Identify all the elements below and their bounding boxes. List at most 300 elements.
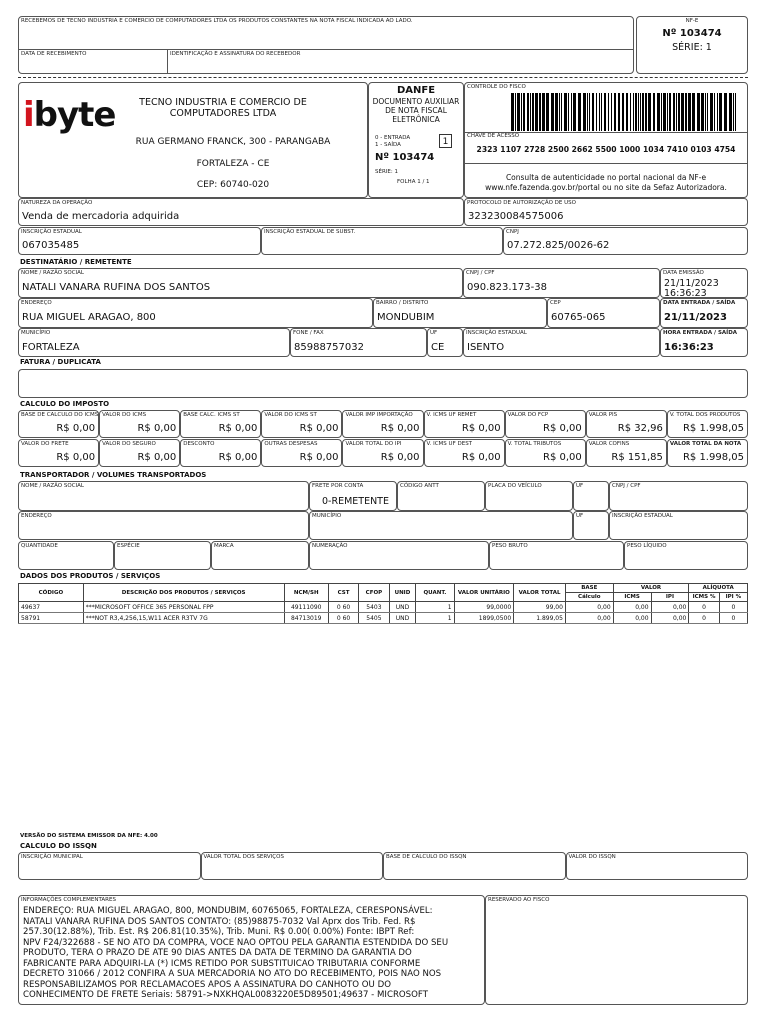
issqn-cell-label: BASE DE CALCULO DO ISSQN bbox=[386, 854, 467, 860]
danfe-serie: SÉRIE: 1 bbox=[375, 169, 398, 175]
carrier-city-label: MUNICÍPIO bbox=[312, 513, 342, 519]
table-row bbox=[19, 613, 748, 624]
tax-cell-value: R$ 0,00 bbox=[137, 423, 177, 434]
table-cell: UND bbox=[389, 602, 416, 613]
danfe-entrada: 0 - ENTRADA bbox=[375, 135, 411, 141]
barcode-bar bbox=[661, 93, 662, 131]
tax-cell-value: R$ 0,00 bbox=[218, 423, 258, 434]
barcode-bar bbox=[717, 93, 718, 131]
barcode-bar bbox=[648, 93, 651, 131]
net-weight-box bbox=[624, 541, 748, 570]
freight-value: 0-REMETENTE bbox=[322, 496, 389, 507]
tax-cell bbox=[586, 439, 667, 467]
carrier-uf-box bbox=[573, 481, 609, 511]
recipient-name-box bbox=[18, 268, 463, 298]
th-group-aliquota: ALÍQUOTA bbox=[689, 584, 748, 593]
barcode-bar bbox=[542, 93, 545, 131]
table-cell: 1.899,05 bbox=[514, 613, 566, 624]
carrier-uf2-box bbox=[573, 511, 609, 540]
additional-info-line: 257.30(12.88%), Trib. Est. R$ 206.81(10.35%), Trib. Muni. R$ 0.00( 0.00%) Fonte: IBPT Ref: bbox=[23, 927, 415, 937]
recipient-name: NATALI VANARA RUFINA DOS SANTOS bbox=[22, 282, 211, 293]
th-group-base: BASE bbox=[565, 584, 613, 593]
recipient-name-label: NOME / RAZÃO SOCIAL bbox=[21, 270, 84, 276]
table-cell: 0,00 bbox=[613, 613, 651, 624]
ie-label: INSCRIÇÃO ESTADUAL bbox=[21, 229, 82, 235]
access-key-label: CHAVE DE ACESSO bbox=[467, 133, 520, 139]
tax-cell-label: BASE DE CALCULO DO ICMS bbox=[21, 412, 99, 418]
barcode-bar bbox=[527, 93, 529, 131]
table-cell: UND bbox=[389, 613, 416, 624]
danfe-subtitle: DOCUMENTO AUXILIAR DE NOTA FISCAL ELETRÔNICA bbox=[372, 97, 460, 124]
table-cell: 58791 bbox=[19, 613, 84, 624]
tax-cell bbox=[586, 410, 667, 438]
table-cell: 0,00 bbox=[565, 613, 613, 624]
carrier-name-box bbox=[18, 481, 309, 511]
barcode-bar bbox=[592, 93, 594, 131]
emission-box bbox=[660, 268, 748, 298]
emission-label: DATA EMISSÃO bbox=[663, 270, 704, 276]
table-cell: ***MICROSOFT OFFICE 365 PERSONAL FPP bbox=[83, 602, 284, 613]
gross-weight-box bbox=[489, 541, 624, 570]
table-cell: 0,00 bbox=[651, 613, 689, 624]
tax-cell bbox=[505, 439, 586, 467]
table-cell: 84713019 bbox=[284, 613, 328, 624]
barcode-bar bbox=[714, 93, 715, 131]
barcode-bar bbox=[555, 93, 558, 131]
barcode-bar bbox=[626, 93, 628, 131]
issqn-cell-label: VALOR DO ISSQN bbox=[568, 854, 616, 860]
barcode-bar bbox=[645, 93, 647, 131]
tax-cell-value: R$ 0,00 bbox=[56, 423, 96, 434]
issqn-cell bbox=[201, 852, 384, 880]
hour-label: HORA ENTRADA / SAÍDA bbox=[663, 330, 738, 336]
tax-cell bbox=[180, 410, 261, 438]
recipient-ie: ISENTO bbox=[467, 342, 505, 353]
antt-box bbox=[397, 481, 485, 511]
barcode-bar bbox=[685, 93, 687, 131]
table-cell: 99,0000 bbox=[454, 602, 514, 613]
table-row bbox=[19, 602, 748, 613]
tax-cell-value: R$ 0,00 bbox=[380, 423, 420, 434]
barcode-bar bbox=[673, 93, 675, 131]
th-icms: ICMS bbox=[613, 593, 651, 602]
barcode-bar bbox=[587, 93, 588, 131]
table-cell: 5403 bbox=[359, 602, 389, 613]
carrier-doc-label: CNPJ / CPF bbox=[612, 483, 641, 489]
ibyte-logo: ibyte bbox=[23, 95, 116, 135]
recipient-address: RUA MIGUEL ARAGAO, 800 bbox=[22, 312, 156, 323]
tax-cell-label: VALOR DO FCP bbox=[507, 412, 549, 418]
gross-weight-label: PESO BRUTO bbox=[492, 543, 528, 549]
tax-cell-value: R$ 0,00 bbox=[137, 452, 177, 463]
tax-cell-label: BASE CALC. ICMS ST bbox=[183, 412, 240, 418]
ie-box bbox=[18, 227, 261, 255]
additional-info-line: PRODUTO, TERA O PRAZO DE ATE 90 DIAS ANTES DA DATA DE TERMINO DA GARANTIA DO bbox=[23, 948, 412, 958]
tax-cell-label: VALOR PIS bbox=[588, 412, 618, 418]
barcode-bar bbox=[681, 93, 684, 131]
tax-cell-label: VALOR DO ICMS ST bbox=[264, 412, 317, 418]
barcode-bar bbox=[633, 93, 634, 131]
carrier-name-label: NOME / RAZÃO SOCIAL bbox=[21, 483, 84, 489]
entry-date: 21/11/2023 bbox=[664, 312, 727, 323]
tax-cell-label: VALOR IMP IMPORTAÇÃO bbox=[345, 412, 413, 418]
tax-cell bbox=[424, 410, 505, 438]
table-cell: 0 bbox=[719, 613, 747, 624]
emitter-city: FORTALEZA - CE bbox=[196, 159, 270, 169]
barcode-bar bbox=[532, 93, 534, 131]
receipt-text: RECEBEMOS DE TECNO INDUSTRIA E COMERCIO DE COMPUTADORES LTDA OS PRODUTOS CONSTANTES NA NOTA FISCAL INDICADA AO LADO. bbox=[21, 18, 413, 24]
stub-nfe-number: Nº 103474 bbox=[662, 28, 722, 39]
emission-date: 21/11/2023 bbox=[664, 278, 719, 289]
danfe-folha: FOLHA 1 / 1 bbox=[397, 179, 430, 185]
barcode-bar bbox=[642, 93, 644, 131]
tax-cell-value: R$ 0,00 bbox=[218, 452, 258, 463]
additional-info-box bbox=[18, 895, 485, 1005]
consult-line-1: Consulta de autenticidade no portal nacional da NF-e bbox=[505, 173, 707, 182]
tax-cell bbox=[342, 410, 423, 438]
additional-info-line: ENDEREÇO: RUA MIGUEL ARAGAO, 800, MONDUBIM, 60765065, FORTALEZA, CERESPONSÁVEL: bbox=[23, 906, 433, 916]
carrier-address-label: ENDEREÇO bbox=[21, 513, 52, 519]
barcode-bar bbox=[622, 93, 624, 131]
products-table bbox=[18, 583, 748, 624]
barcode-bar bbox=[676, 93, 677, 131]
reserved-fisco-label: RESERVADO AO FISCO bbox=[488, 897, 550, 903]
additional-info-line: NATALI VANARA RUFINA DOS SANTOS CONTATO: (85)98875-7032 Val Aprx dos Trib. Fed. R$ bbox=[23, 916, 416, 927]
city-box bbox=[18, 328, 290, 357]
tax-cell-value: R$ 0,00 bbox=[299, 452, 339, 463]
barcode-bar bbox=[678, 93, 680, 131]
tax-cell-value: R$ 0,00 bbox=[543, 423, 582, 434]
tax-cell bbox=[99, 410, 180, 438]
table-cell: 0,00 bbox=[565, 602, 613, 613]
uf-box bbox=[427, 328, 463, 357]
district-box bbox=[373, 298, 547, 328]
table-cell: 0,00 bbox=[651, 602, 689, 613]
issqn-section: CALCULO DO ISSQN bbox=[20, 842, 97, 850]
th-description: DESCRIÇÃO DOS PRODUTOS / SERVIÇOS bbox=[83, 584, 284, 602]
brand-box bbox=[211, 541, 309, 570]
tax-cell-value: R$ 1.998,05 bbox=[682, 423, 744, 434]
district-label: BAIRRO / DISTRITO bbox=[376, 300, 429, 306]
recipient-doc: 090.823.173-38 bbox=[467, 282, 547, 293]
carrier-ie-label: INSCRIÇÃO ESTADUAL bbox=[612, 513, 673, 519]
recipient-address-box bbox=[18, 298, 373, 328]
species-box bbox=[114, 541, 211, 570]
additional-info-line: DECRETO 31066 / 2012 CONFIRA A SUA MERCADORIA NO ATO DO RECEBIMENTO, POIS NAO NOS bbox=[23, 969, 442, 979]
barcode-bar bbox=[559, 93, 560, 131]
carrier-doc-box bbox=[609, 481, 748, 511]
district-value: MONDUBIM bbox=[377, 312, 435, 323]
fatura-section: FATURA / DUPLICATA bbox=[20, 358, 101, 366]
issqn-cell-label: VALOR TOTAL DOS SERVIÇOS bbox=[203, 854, 284, 860]
th-total-value: VALOR TOTAL bbox=[514, 584, 566, 602]
barcode-bar bbox=[618, 93, 620, 131]
nature-value: Venda de mercadoria adquirida bbox=[22, 211, 180, 222]
tax-cell bbox=[342, 439, 423, 467]
table-cell: 1 bbox=[416, 613, 454, 624]
barcode-bar bbox=[614, 93, 616, 131]
barcode-bar bbox=[611, 93, 612, 131]
fisco-control-label: CONTROLE DO FISCO bbox=[467, 84, 526, 90]
danfe-saida: 1 - SAÍDA bbox=[375, 142, 401, 148]
issqn-cell bbox=[18, 852, 201, 880]
tax-cell-label: V. ICMS UF DEST bbox=[426, 441, 473, 447]
barcode-bar bbox=[573, 93, 576, 131]
brand-label: MARCA bbox=[214, 543, 234, 549]
system-version: VERSÃO DO SISTEMA EMISSOR DA NFE: 4.00 bbox=[20, 833, 158, 839]
tax-cell bbox=[261, 410, 342, 438]
species-label: ESPÉCIE bbox=[117, 543, 140, 549]
additional-info-line: NPV F24/322688 - SE NO ATO DA COMPRA, VOCE NAO OPTOU PELA GARANTIA ESTENDIDA DO SEU bbox=[23, 937, 449, 948]
tax-cell-label: VALOR DO ICMS bbox=[102, 412, 147, 418]
plate-box bbox=[485, 481, 573, 511]
barcode-bar bbox=[589, 93, 590, 131]
city-value: FORTALEZA bbox=[22, 342, 80, 353]
barcode-bar bbox=[667, 93, 668, 131]
access-key: 2323 1107 2728 2500 2662 5500 1000 1034 7410 0103 4754 bbox=[476, 145, 736, 154]
th-unit-value: VALOR UNITÁRIO bbox=[454, 584, 514, 602]
additional-info-line: RESPONSABILIZAMOS POR RECLAMACOES APOS A ASSINATURA DO CANHOTO OU DO bbox=[23, 979, 391, 990]
phone-value: 85988757032 bbox=[294, 342, 364, 353]
fatura-box bbox=[18, 369, 748, 398]
barcode-bar bbox=[604, 93, 606, 131]
numbering-label: NUMERAÇÃO bbox=[312, 543, 348, 549]
barcode-bar bbox=[517, 93, 520, 131]
carrier-address-box bbox=[18, 511, 309, 540]
tax-cell bbox=[505, 410, 586, 438]
uf-label: UF bbox=[430, 330, 438, 336]
barcode-bar bbox=[653, 93, 655, 131]
iest-box bbox=[261, 227, 503, 255]
protocol-value: 323230084575006 bbox=[468, 211, 564, 222]
receipt-sign-label: IDENTIFICAÇÃO E ASSINATURA DO RECEBEDOR bbox=[170, 51, 301, 57]
barcode-bar bbox=[735, 93, 736, 131]
barcode-bar bbox=[705, 93, 706, 131]
tax-cell-value: R$ 0,00 bbox=[56, 452, 96, 463]
recipient-doc-label: CNPJ / CPF bbox=[466, 270, 495, 276]
barcode-bar bbox=[599, 93, 600, 131]
cut-line bbox=[18, 77, 748, 78]
uf-value: CE bbox=[431, 342, 445, 353]
tax-cell-value: R$ 0,00 bbox=[299, 423, 339, 434]
tax-cell-value: R$ 0,00 bbox=[461, 423, 501, 434]
recipient-ie-box bbox=[463, 328, 660, 357]
tax-cell-value: R$ 0,00 bbox=[461, 452, 501, 463]
additional-info-line: CONHECIMENTO DE FRETE Seriais: 58791->NXKHQAL0083220E5D89501;49637 - MICROSOFT bbox=[23, 990, 428, 1000]
barcode-bar bbox=[535, 93, 538, 131]
barcode-bar bbox=[539, 93, 541, 131]
emission-time: 16:36:23 bbox=[664, 288, 707, 299]
barcode-bar bbox=[546, 93, 549, 131]
th-group-valor: VALOR bbox=[613, 584, 689, 593]
tax-cell bbox=[18, 439, 99, 467]
barcode-bar bbox=[601, 93, 602, 131]
table-cell: 49111090 bbox=[284, 602, 328, 613]
barcode-bar bbox=[530, 93, 531, 131]
tax-cell-label: VALOR TOTAL DO IPI bbox=[345, 441, 402, 447]
tax-cell bbox=[99, 439, 180, 467]
recipient-section: DESTINATÁRIO / REMETENTE bbox=[20, 258, 132, 266]
recipient-cep: 60765-065 bbox=[551, 312, 606, 323]
barcode-bar bbox=[564, 93, 567, 131]
issqn-cell-label: INSCRIÇÃO MUNICIPAL bbox=[21, 854, 83, 860]
barcode-bar bbox=[583, 93, 586, 131]
tax-cell-label: OUTRAS DESPESAS bbox=[264, 441, 318, 447]
table-cell: 0,00 bbox=[613, 602, 651, 613]
th-base-calc: Cálculo bbox=[565, 593, 613, 602]
barcode-bar bbox=[663, 93, 666, 131]
barcode-bar bbox=[568, 93, 569, 131]
table-cell: 99,00 bbox=[514, 602, 566, 613]
th-cfop: CFOP bbox=[359, 584, 389, 602]
access-key-barcode bbox=[511, 93, 741, 131]
consult-line-2: www.nfe.fazenda.gov.br/portal ou no site da Sefaz Autorizadora. bbox=[485, 183, 727, 192]
danfe-title: DANFE bbox=[396, 85, 436, 96]
cnpj-value: 07.272.825/0026-62 bbox=[507, 240, 610, 251]
barcode-bar bbox=[511, 93, 514, 131]
tax-cell-value: R$ 0,00 bbox=[543, 452, 582, 463]
freight-label: FRETE POR CONTA bbox=[312, 483, 364, 489]
tax-cell bbox=[424, 439, 505, 467]
numbering-box bbox=[309, 541, 489, 570]
th-ipi-pct: IPI % bbox=[719, 593, 747, 602]
barcode-bar bbox=[657, 93, 660, 131]
barcode-bar bbox=[596, 93, 597, 131]
stub-nfe-box bbox=[636, 16, 748, 74]
barcode-bar bbox=[571, 93, 572, 131]
entry-date-label: DATA ENTRADA / SAÍDA bbox=[663, 300, 736, 306]
additional-info-line: FABRICANTE PARA ADQUIRI-LA (*) ICMS RETIDO POR SUBSTITUICAO TRIBUTARIA CONFORME bbox=[23, 958, 421, 969]
tax-cell bbox=[667, 439, 748, 467]
barcode-bar bbox=[688, 93, 691, 131]
tax-cell bbox=[180, 439, 261, 467]
barcode-bar bbox=[707, 93, 708, 131]
tax-cell-label: V. TOTAL DOS PRODUTOS bbox=[669, 412, 741, 418]
emitter-cep: CEP: 60740-020 bbox=[196, 180, 270, 190]
table-cell: 0 bbox=[689, 602, 719, 613]
cnpj-label: CNPJ bbox=[506, 229, 519, 235]
recipient-address-label: ENDEREÇO bbox=[21, 300, 52, 306]
carrier-city-box bbox=[309, 511, 573, 540]
iest-label: INSCRIÇÃO ESTADUAL DE SUBST. bbox=[264, 229, 356, 235]
hour-box bbox=[660, 328, 748, 357]
tax-cell bbox=[261, 439, 342, 467]
tax-cell-value: R$ 151,85 bbox=[611, 452, 663, 463]
barcode-bar bbox=[733, 93, 734, 131]
barcode-bar bbox=[640, 93, 641, 131]
th-cst: CST bbox=[328, 584, 358, 602]
th-icms-pct: ICMS % bbox=[689, 593, 719, 602]
nature-box bbox=[18, 198, 464, 226]
qty-label: QUANTIDADE bbox=[21, 543, 58, 549]
th-code: CÓDIGO bbox=[19, 584, 84, 602]
table-cell: ***NOT R3,4,256,15,W11 ACER R3TV 7G bbox=[83, 613, 284, 624]
plate-label: PLACA DO VEÍCULO bbox=[488, 483, 542, 489]
danfe-type-box: 1 bbox=[439, 134, 452, 148]
carrier-uf-label: UF bbox=[576, 483, 584, 489]
stub-nfe-serie: SÉRIE: 1 bbox=[672, 42, 712, 53]
receipt-date-label: DATA DE RECEBIMENTO bbox=[21, 51, 87, 57]
barcode-bar bbox=[724, 93, 727, 131]
entry-date-box bbox=[660, 298, 748, 328]
nature-label: NATUREZA DA OPERAÇÃO bbox=[21, 200, 93, 206]
table-cell: 49637 bbox=[19, 602, 84, 613]
qty-box bbox=[18, 541, 114, 570]
tax-cell bbox=[18, 410, 99, 438]
protocol-box bbox=[464, 198, 748, 226]
recipient-cep-label: CEP bbox=[550, 300, 561, 306]
reserved-fisco-box bbox=[485, 895, 748, 1005]
table-cell: 0 60 bbox=[328, 602, 358, 613]
tax-cell bbox=[667, 410, 748, 438]
th-ncm: NCM/SH bbox=[284, 584, 328, 602]
barcode-bar bbox=[729, 93, 732, 131]
barcode-bar bbox=[521, 93, 522, 131]
carrier-ie-box bbox=[609, 511, 748, 540]
tax-cell-label: VALOR TOTAL DA NOTA bbox=[669, 441, 742, 447]
antt-label: CÓDIGO ANTT bbox=[400, 483, 439, 489]
fisco-box bbox=[464, 82, 748, 198]
barcode-bar bbox=[523, 93, 525, 131]
table-cell: 0 60 bbox=[328, 613, 358, 624]
hour-value: 16:36:23 bbox=[664, 342, 714, 353]
carrier-uf2-label: UF bbox=[576, 513, 584, 519]
table-cell: 1899,0500 bbox=[454, 613, 514, 624]
cnpj-box bbox=[503, 227, 748, 255]
emitter-address: RUA GERMANO FRANCK, 300 - PARANGABA bbox=[135, 137, 331, 147]
tax-cell-value: R$ 0,00 bbox=[380, 452, 420, 463]
city-label: MUNICÍPIO bbox=[21, 330, 51, 336]
barcode-bar bbox=[578, 93, 581, 131]
barcode-bar bbox=[638, 93, 639, 131]
recipient-ie-label: INSCRIÇÃO ESTADUAL bbox=[466, 330, 527, 336]
th-unit: UNID bbox=[389, 584, 416, 602]
receipt-stub bbox=[18, 16, 634, 74]
barcode-bar bbox=[719, 93, 722, 131]
th-ipi: IPI bbox=[651, 593, 689, 602]
table-cell: 0 bbox=[689, 613, 719, 624]
ie-value: 067035485 bbox=[22, 240, 80, 251]
barcode-bar bbox=[551, 93, 554, 131]
tax-section: CALCULO DO IMPOSTO bbox=[20, 400, 110, 408]
stub-nfe-label: NF-E bbox=[685, 18, 699, 24]
recipient-doc-box bbox=[463, 268, 660, 298]
danfe-number: Nº 103474 bbox=[375, 152, 435, 163]
products-section: DADOS DOS PRODUTOS / SERVIÇOS bbox=[20, 572, 161, 580]
tax-cell-label: VALOR DO FRETE bbox=[21, 441, 69, 447]
barcode-bar bbox=[561, 93, 562, 131]
protocol-label: PROTOCOLO DE AUTORIZAÇÃO DE USO bbox=[467, 200, 576, 206]
transport-section: TRANSPORTADOR / VOLUMES TRANSPORTADOS bbox=[20, 471, 207, 479]
barcode-bar bbox=[630, 93, 631, 131]
phone-box bbox=[290, 328, 427, 357]
barcode-bar bbox=[515, 93, 516, 131]
emitter-name: TECNO INDUSTRIA E COMERCIO DE COMPUTADORES LTDA bbox=[139, 97, 307, 119]
phone-label: FONE / FAX bbox=[293, 330, 324, 336]
barcode-bar bbox=[697, 93, 700, 131]
barcode-bar bbox=[692, 93, 695, 131]
additional-info-text bbox=[23, 906, 448, 1001]
table-cell: 0 bbox=[719, 602, 747, 613]
emitter-box bbox=[18, 82, 368, 198]
table-cell: 1 bbox=[416, 602, 454, 613]
tax-cell-label: DESCONTO bbox=[183, 441, 215, 447]
barcode-bar bbox=[669, 93, 671, 131]
freight-box bbox=[309, 481, 397, 511]
table-cell: 5405 bbox=[359, 613, 389, 624]
danfe-box bbox=[368, 82, 464, 198]
barcode-bar bbox=[608, 93, 609, 131]
